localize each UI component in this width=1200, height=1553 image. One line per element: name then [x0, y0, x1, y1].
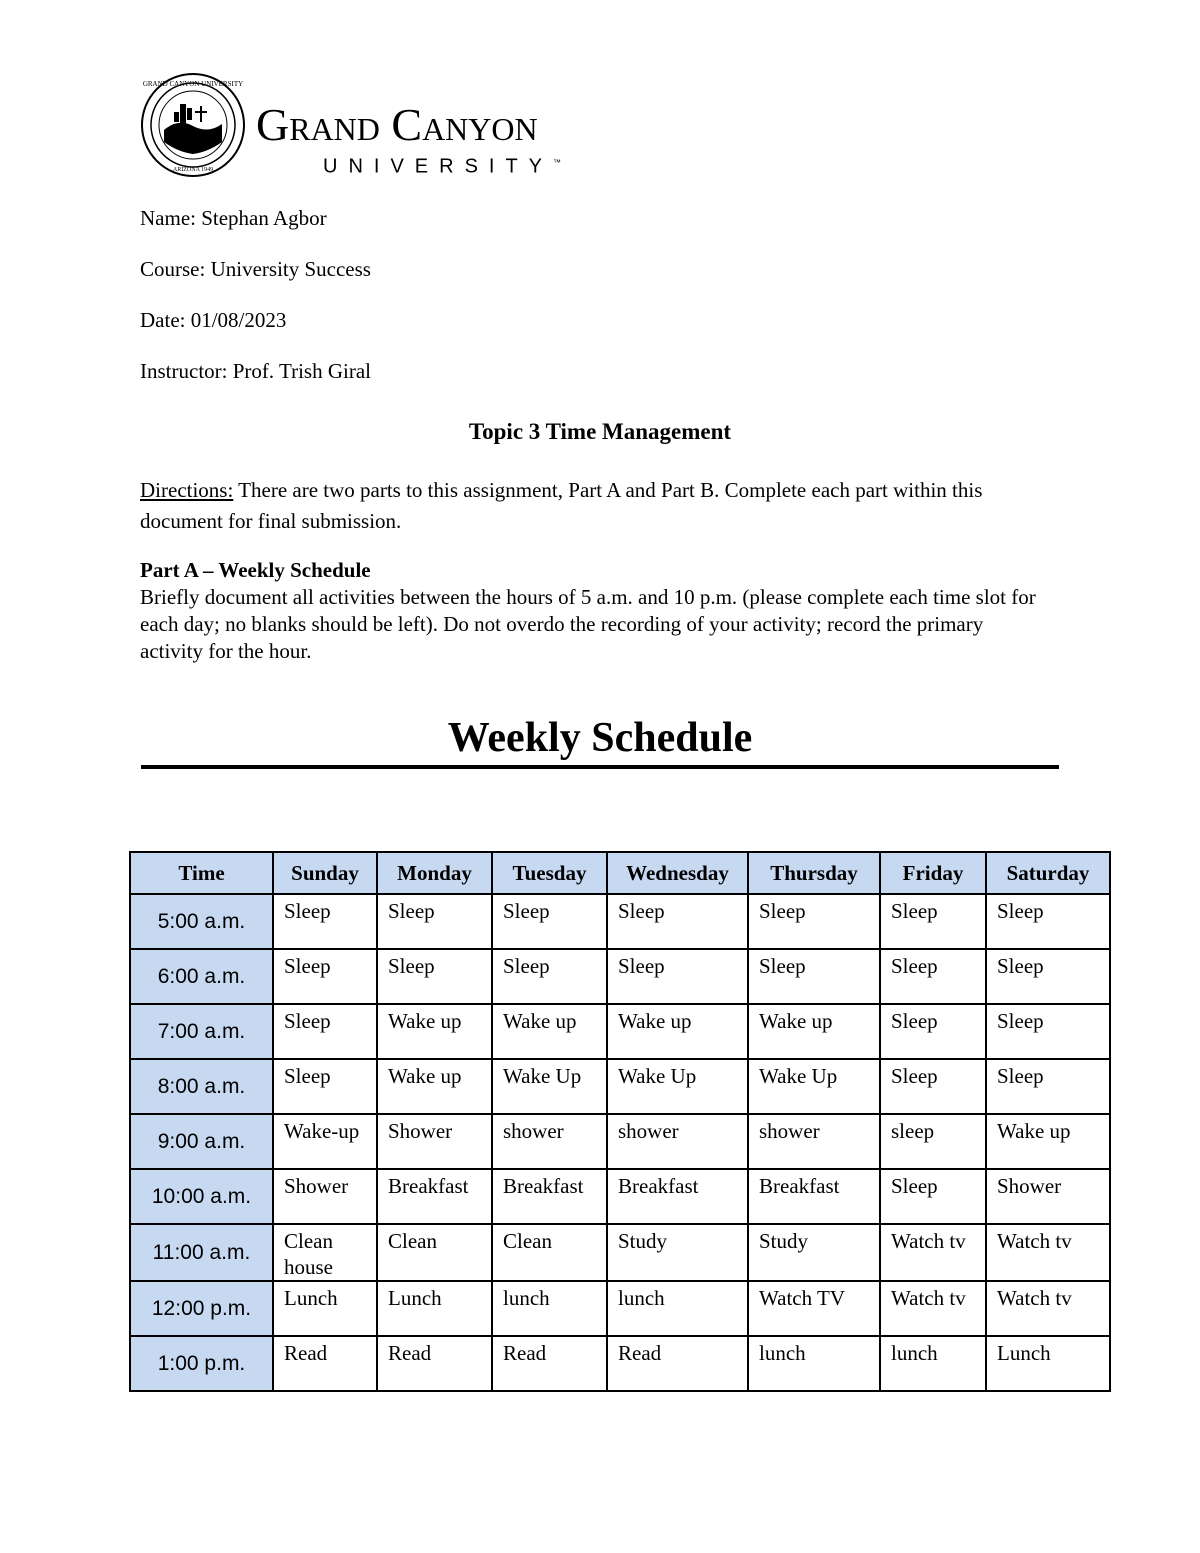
directions-text: There are two parts to this assignment, Part A and Part B. Complete each part within this document for final submission. — [140, 478, 983, 533]
table-row — [130, 1169, 1110, 1224]
activity-cell: Wake up — [492, 1004, 607, 1059]
activity-cell: Wake Up — [492, 1059, 607, 1114]
time-cell: 1:00 p.m. — [130, 1336, 273, 1391]
trademark-symbol: ™ — [553, 158, 562, 167]
activity-cell: Wake-up — [273, 1114, 377, 1169]
activity-cell: Read — [607, 1336, 748, 1391]
activity-cell: Sleep — [377, 894, 492, 949]
student-name: Name: Stephan Agbor — [140, 206, 327, 230]
column-header: Sunday — [273, 852, 377, 894]
activity-cell: Sleep — [748, 894, 880, 949]
activity-cell: Lunch — [377, 1281, 492, 1336]
activity-cell: Watch tv — [880, 1224, 986, 1281]
assignment-date: Date: 01/08/2023 — [140, 308, 287, 332]
activity-cell: Study — [607, 1224, 748, 1281]
table-row — [130, 1114, 1110, 1169]
activity-cell: Lunch — [273, 1281, 377, 1336]
column-header: Time — [130, 852, 273, 894]
part-a-body: Briefly document all activities between the hours of 5 a.m. and 10 p.m. (please complete each time slot for each day; no blanks should be left). Do not overdo the recording of your activity; record the primary activity for the hour. — [140, 585, 1036, 663]
column-header: Wednesday — [607, 852, 748, 894]
time-cell: 6:00 a.m. — [130, 949, 273, 1004]
activity-cell: Sleep — [986, 949, 1110, 1004]
activity-cell: Read — [273, 1336, 377, 1391]
column-header: Tuesday — [492, 852, 607, 894]
wordmark-bottom — [323, 153, 561, 177]
activity-cell: Wake up — [377, 1059, 492, 1114]
wordmark-top: Grand Canyon — [256, 99, 538, 150]
activity-cell: Shower — [273, 1169, 377, 1224]
university-logo — [140, 72, 620, 182]
table-row — [130, 949, 1110, 1004]
topic-title: Topic 3 Time Management — [468, 419, 732, 444]
activity-cell: Read — [377, 1336, 492, 1391]
activity-cell: Sleep — [273, 949, 377, 1004]
activity-cell: Breakfast — [748, 1169, 880, 1224]
activity-cell: Sleep — [880, 1004, 986, 1059]
activity-cell: shower — [492, 1114, 607, 1169]
activity-cell: Sleep — [986, 894, 1110, 949]
activity-cell: sleep — [880, 1114, 986, 1169]
table-row — [130, 1336, 1110, 1391]
activity-cell: Wake up — [986, 1114, 1110, 1169]
activity-cell: Sleep — [986, 1004, 1110, 1059]
activity-cell: Sleep — [607, 894, 748, 949]
activity-cell: Breakfast — [607, 1169, 748, 1224]
activity-cell: shower — [748, 1114, 880, 1169]
table-row — [130, 1004, 1110, 1059]
time-cell: 5:00 a.m. — [130, 894, 273, 949]
activity-cell: Sleep — [880, 1169, 986, 1224]
column-header: Thursday — [748, 852, 880, 894]
time-cell: 7:00 a.m. — [130, 1004, 273, 1059]
column-header: Friday — [880, 852, 986, 894]
directions-label: Directions: — [140, 478, 234, 502]
activity-cell: Sleep — [273, 894, 377, 949]
activity-cell: Clean house — [273, 1224, 377, 1281]
activity-cell: Shower — [986, 1169, 1110, 1224]
activity-cell: Breakfast — [492, 1169, 607, 1224]
activity-cell: Lunch — [986, 1336, 1110, 1391]
activity-cell: Watch tv — [880, 1281, 986, 1336]
table-row — [130, 1059, 1110, 1114]
activity-cell: Sleep — [880, 894, 986, 949]
activity-cell: Sleep — [492, 894, 607, 949]
table-header-row — [130, 852, 1110, 894]
activity-cell: lunch — [880, 1336, 986, 1391]
activity-cell: Wake up — [377, 1004, 492, 1059]
activity-cell: Sleep — [880, 949, 986, 1004]
directions-paragraph — [140, 475, 1070, 537]
activity-cell: Sleep — [273, 1004, 377, 1059]
activity-cell: Wake up — [748, 1004, 880, 1059]
instructor-name: Instructor: Prof. Trish Giral — [140, 359, 371, 383]
course-name: Course: University Success — [140, 257, 371, 281]
activity-cell: Sleep — [492, 949, 607, 1004]
activity-cell: Wake up — [607, 1004, 748, 1059]
column-header: Saturday — [986, 852, 1110, 894]
time-cell: 10:00 a.m. — [130, 1169, 273, 1224]
column-header: Monday — [377, 852, 492, 894]
activity-cell: Clean — [377, 1224, 492, 1281]
weekly-schedule-table — [129, 851, 1111, 1392]
activity-cell: Sleep — [748, 949, 880, 1004]
time-cell: 11:00 a.m. — [130, 1224, 273, 1281]
part-a-heading: Part A – Weekly Schedule — [140, 558, 371, 582]
activity-cell: lunch — [607, 1281, 748, 1336]
svg-text:ARIZONA 1949: ARIZONA 1949 — [172, 167, 214, 173]
activity-cell: lunch — [748, 1336, 880, 1391]
table-row — [130, 1281, 1110, 1336]
time-cell: 12:00 p.m. — [130, 1281, 273, 1336]
university-seal-icon — [140, 72, 246, 178]
activity-cell: Sleep — [377, 949, 492, 1004]
table-row — [130, 894, 1110, 949]
activity-cell: Clean — [492, 1224, 607, 1281]
activity-cell: Read — [492, 1336, 607, 1391]
activity-cell: Shower — [377, 1114, 492, 1169]
activity-cell: Sleep — [986, 1059, 1110, 1114]
wordmark-bottom-text: UNIVERSITY — [323, 155, 554, 178]
table-row — [130, 1224, 1110, 1281]
activity-cell: Breakfast — [377, 1169, 492, 1224]
activity-cell: shower — [607, 1114, 748, 1169]
weekly-schedule-title: Weekly Schedule — [447, 715, 753, 761]
time-cell: 8:00 a.m. — [130, 1059, 273, 1114]
time-cell: 9:00 a.m. — [130, 1114, 273, 1169]
activity-cell: Watch tv — [986, 1281, 1110, 1336]
activity-cell: lunch — [492, 1281, 607, 1336]
activity-cell: Wake Up — [607, 1059, 748, 1114]
activity-cell: Watch tv — [986, 1224, 1110, 1281]
activity-cell: Watch TV — [748, 1281, 880, 1336]
title-underline-rule — [141, 765, 1059, 769]
activity-cell: Wake Up — [748, 1059, 880, 1114]
activity-cell: Sleep — [273, 1059, 377, 1114]
activity-cell: Sleep — [607, 949, 748, 1004]
svg-text:GRAND CANYON UNIVERSITY: GRAND CANYON UNIVERSITY — [142, 80, 244, 88]
activity-cell: Study — [748, 1224, 880, 1281]
activity-cell: Sleep — [880, 1059, 986, 1114]
